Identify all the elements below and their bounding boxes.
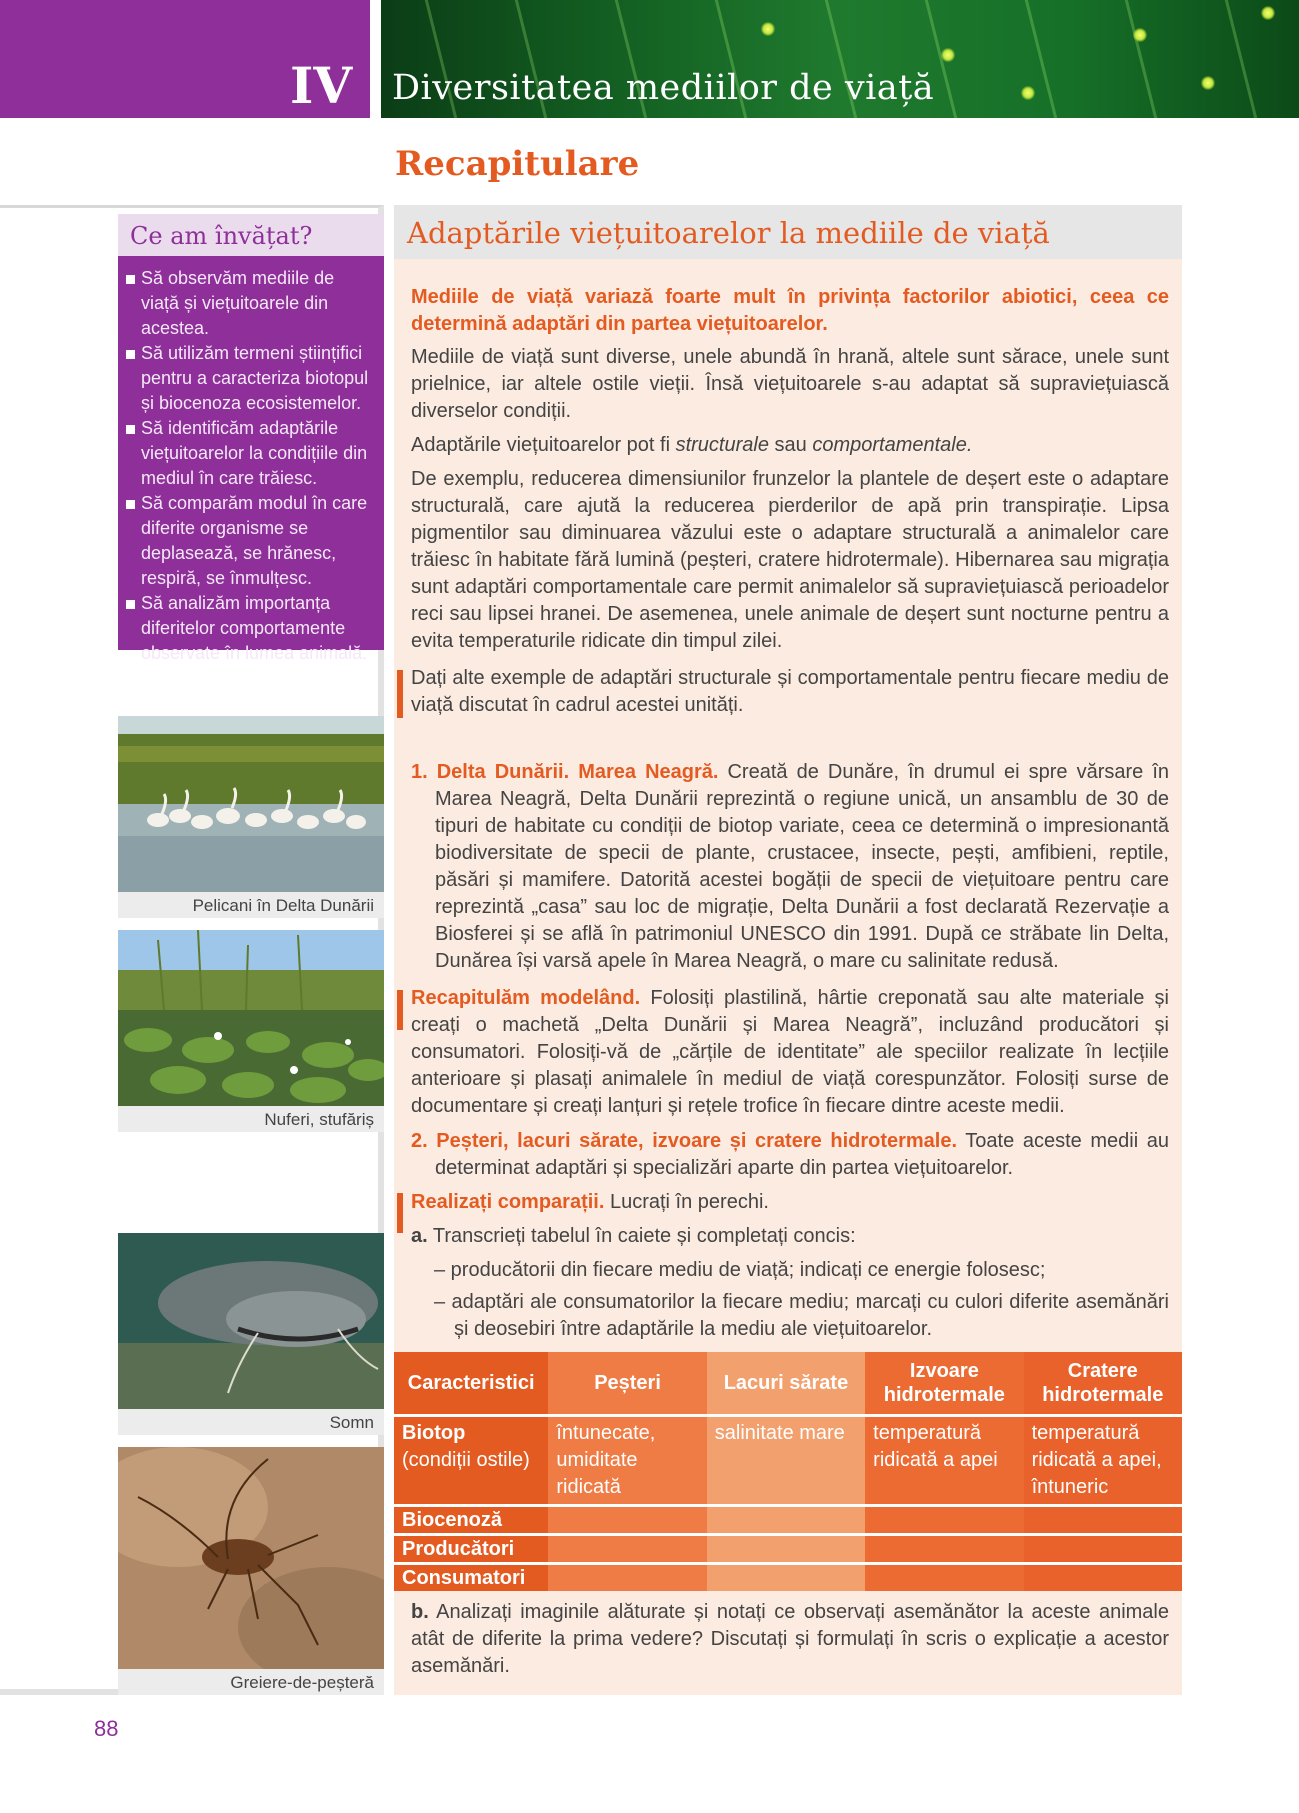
item-1-title: 1. Delta Dunării. Marea Neagră. bbox=[411, 761, 719, 783]
item-2 bbox=[411, 1128, 1169, 1182]
table-row bbox=[394, 1414, 1182, 1504]
table-cell bbox=[707, 1504, 865, 1533]
table-header: Izvoare hidrotermale bbox=[865, 1352, 1023, 1414]
task-3-text: Lucrați în perechi. bbox=[604, 1191, 769, 1213]
item-2-text: Toate aceste medii au determinat adaptări și specializări aparte din partea viețuitoarelor. bbox=[435, 1130, 1169, 1179]
learned-list bbox=[118, 256, 384, 663]
table-cell bbox=[548, 1504, 706, 1533]
table-cell bbox=[394, 1414, 548, 1504]
table-cell: Biocenoză bbox=[394, 1504, 548, 1533]
table-header: Caracteristici bbox=[394, 1352, 548, 1414]
intro-text bbox=[411, 284, 1169, 338]
learned-item: Să utilizăm termeni științifici pentru a caracteriza biotopul și biocenoza ecosistemelor. bbox=[126, 341, 374, 416]
table-header: Peșteri bbox=[548, 1352, 706, 1414]
table-header-row bbox=[394, 1352, 1182, 1414]
table-cell: salinitate mare bbox=[707, 1414, 865, 1504]
task-marker bbox=[397, 990, 403, 1030]
table-cell bbox=[865, 1504, 1023, 1533]
table-cell bbox=[865, 1533, 1023, 1562]
section-title: Adaptările viețuitoarelor la mediile de viață bbox=[407, 216, 1050, 250]
caption-water-lilies: Nuferi, stufăriș bbox=[118, 1106, 384, 1132]
task-marker bbox=[397, 670, 403, 718]
learned-item: Să identificăm adaptările viețuitoarelor la condițiile din mediul în care trăiesc. bbox=[126, 416, 374, 491]
sub-a-label: a. bbox=[411, 1225, 428, 1247]
catfish-photo bbox=[118, 1233, 384, 1409]
p2-text: Adaptările viețuitoarelor pot fi bbox=[411, 434, 676, 456]
task-2 bbox=[411, 985, 1169, 1120]
intro-bold: Mediile de viață variază foarte mult în privința factorilor abiotici, ceea ce determină adaptări din partea viețuitoarelor. bbox=[411, 286, 1169, 335]
task-2-title: Recapitulăm modelând. bbox=[411, 987, 641, 1009]
table-row bbox=[394, 1533, 1182, 1562]
comparison-table bbox=[394, 1352, 1182, 1591]
p2-behavioral: comportamentale. bbox=[812, 434, 973, 456]
item-1-text: Creată de Dunăre, în drumul ei spre vărsare în Marea Neagră, Delta Dunării reprezintă o regiune unică, un ansamblu de 30 de tipuri de habitate cu condiții de biotop variate, ceea ce determină o impresionantă biodiversitate de specii de plante, crustacee, insecte, pești, amfibieni, reptile, păsări și mamifere. Datorită acestei bogății de specii de viețuitoare pentru care reprezintă „casa” sau loc de migrație, Delta Dunării a fost declarată Rezervație a Biosferei și se află în patrimoniul UNESCO din 1991. După ce străbate lin Delta, Dunărea își varsă apele în Marea Neagră, o mare cu salinitate redusă. bbox=[435, 761, 1169, 972]
task-3 bbox=[411, 1189, 1169, 1216]
p2-or: sau bbox=[768, 434, 813, 456]
learned-item: Să comparăm modul în care diferite organisme se deplasează, se hrănesc, respiră, se înmulțesc. bbox=[126, 491, 374, 591]
pelicans-photo bbox=[118, 716, 384, 892]
table-row bbox=[394, 1504, 1182, 1533]
paragraph-3: De exemplu, reducerea dimensiunilor frunzelor la plantele de deșert este o adaptare structurală, care ajută la reducerea pierderilor de apă prin transpirație. Lipsa pigmentilor sau diminuarea văzului este o adaptare structurală a animalelor care trăiesc în habitate fără lumină (peșteri, cratere hidrotermale). Hibernarea sau migrația sunt adaptări comportamentale care permit animalelor să supraviețuiască perioadelor reci sau lipsei hranei. De asemenea, unele animale de deșert sunt nocturne pentru a evita temperaturile ridicate din timpul zilei. bbox=[411, 468, 1169, 652]
sub-b-label: b. bbox=[411, 1601, 429, 1623]
cave-cricket-photo bbox=[118, 1447, 384, 1669]
caption-pelicans: Pelicani în Delta Dunării bbox=[118, 892, 384, 918]
table-cell bbox=[707, 1533, 865, 1562]
biotop-sub: (condiții ostile) bbox=[402, 1449, 530, 1471]
table-cell bbox=[1024, 1562, 1182, 1591]
learned-item: Să analizăm importanța diferitelor comportamente observate în lumea animală. bbox=[126, 591, 374, 666]
unit-number: IV bbox=[290, 56, 353, 115]
table-cell bbox=[548, 1533, 706, 1562]
learned-title: Ce am învățat? bbox=[130, 222, 313, 250]
item-1 bbox=[411, 759, 1169, 975]
bullet-2: – adaptări ale consumatorilor la fiecare mediu; marcați cu culori diferite asemănări și deosebiri între adaptările la mediu ale viețuitoarelor. bbox=[434, 1291, 1169, 1340]
water-lilies-photo bbox=[118, 930, 384, 1106]
p2-structural: structurale bbox=[675, 434, 769, 456]
sub-b bbox=[411, 1599, 1169, 1680]
table-cell: Producători bbox=[394, 1533, 548, 1562]
table-cell: Consumatori bbox=[394, 1562, 548, 1591]
unit-title: Diversitatea mediilor de viață bbox=[392, 68, 935, 108]
table-cell: temperatură ridicată a apei, întuneric bbox=[1024, 1414, 1182, 1504]
table-cell: temperatură ridicată a apei bbox=[865, 1414, 1023, 1504]
table-row bbox=[394, 1562, 1182, 1591]
task-1: Dați alte exemple de adaptări structurale și comportamentale pentru fiecare mediu de viață discutat în cadrul acestei unități. bbox=[411, 667, 1169, 716]
caption-catfish: Somn bbox=[118, 1409, 384, 1435]
table-header: Lacuri sărate bbox=[707, 1352, 865, 1414]
task-marker bbox=[397, 1193, 403, 1233]
table-cell bbox=[707, 1562, 865, 1591]
table-cell: întunecate, umiditate ridicată bbox=[548, 1414, 706, 1504]
learned-item: Să observăm mediile de viață și viețuitoarele din acestea. bbox=[126, 266, 374, 341]
lesson-title: Recapitulare bbox=[395, 144, 640, 184]
sub-b-text: Analizați imaginile alăturate și notați ce observați asemănător la aceste animale atât de diferite la prima vedere? Discutați și formulați în scris o explicație a acestor asemănări. bbox=[411, 1601, 1169, 1677]
table-header: Cratere hidrotermale bbox=[1024, 1352, 1182, 1414]
item-2-title: 2. Peșteri, lacuri sărate, izvoare și cratere hidrotermale. bbox=[411, 1130, 958, 1152]
paragraph-2 bbox=[411, 432, 1169, 459]
task-3-title: Realizați comparații. bbox=[411, 1191, 605, 1213]
page-number: 88 bbox=[94, 1716, 119, 1741]
table-cell bbox=[1024, 1533, 1182, 1562]
bullet-1: – producătorii din fiecare mediu de viață; indicați ce energie folosesc; bbox=[434, 1259, 1046, 1281]
sub-a-text: Transcrieți tabelul în caiete și completați concis: bbox=[427, 1225, 856, 1247]
table-cell bbox=[1024, 1504, 1182, 1533]
sub-a bbox=[411, 1223, 1169, 1250]
task-2-text: Folosiți plastilină, hârtie creponată sau alte materiale și creați o machetă „Delta Dunării și Marea Neagră”, incluzând producători și consumatori. Folosiți-vă de „cărțile de identitate” ale speciilor realizate în lecțiile anterioare și plasați animalele în mediul de viață corespunzător. Folosiți surse de documentare și creați lanțuri și rețele trofice în fiecare dintre aceste medii. bbox=[411, 987, 1170, 1117]
caption-cave-cricket: Greiere-de-peșteră bbox=[118, 1669, 384, 1695]
biotop-label: Biotop bbox=[402, 1422, 466, 1444]
table-cell bbox=[865, 1562, 1023, 1591]
paragraph-1: Mediile de viață sunt diverse, unele abundă în hrană, altele sunt sărace, unele sunt prielnice, iar altele ostile vieții. Însă viețuitoarele s-au adaptat să supraviețuiască diverselor condiții. bbox=[411, 346, 1169, 422]
table-cell bbox=[548, 1562, 706, 1591]
